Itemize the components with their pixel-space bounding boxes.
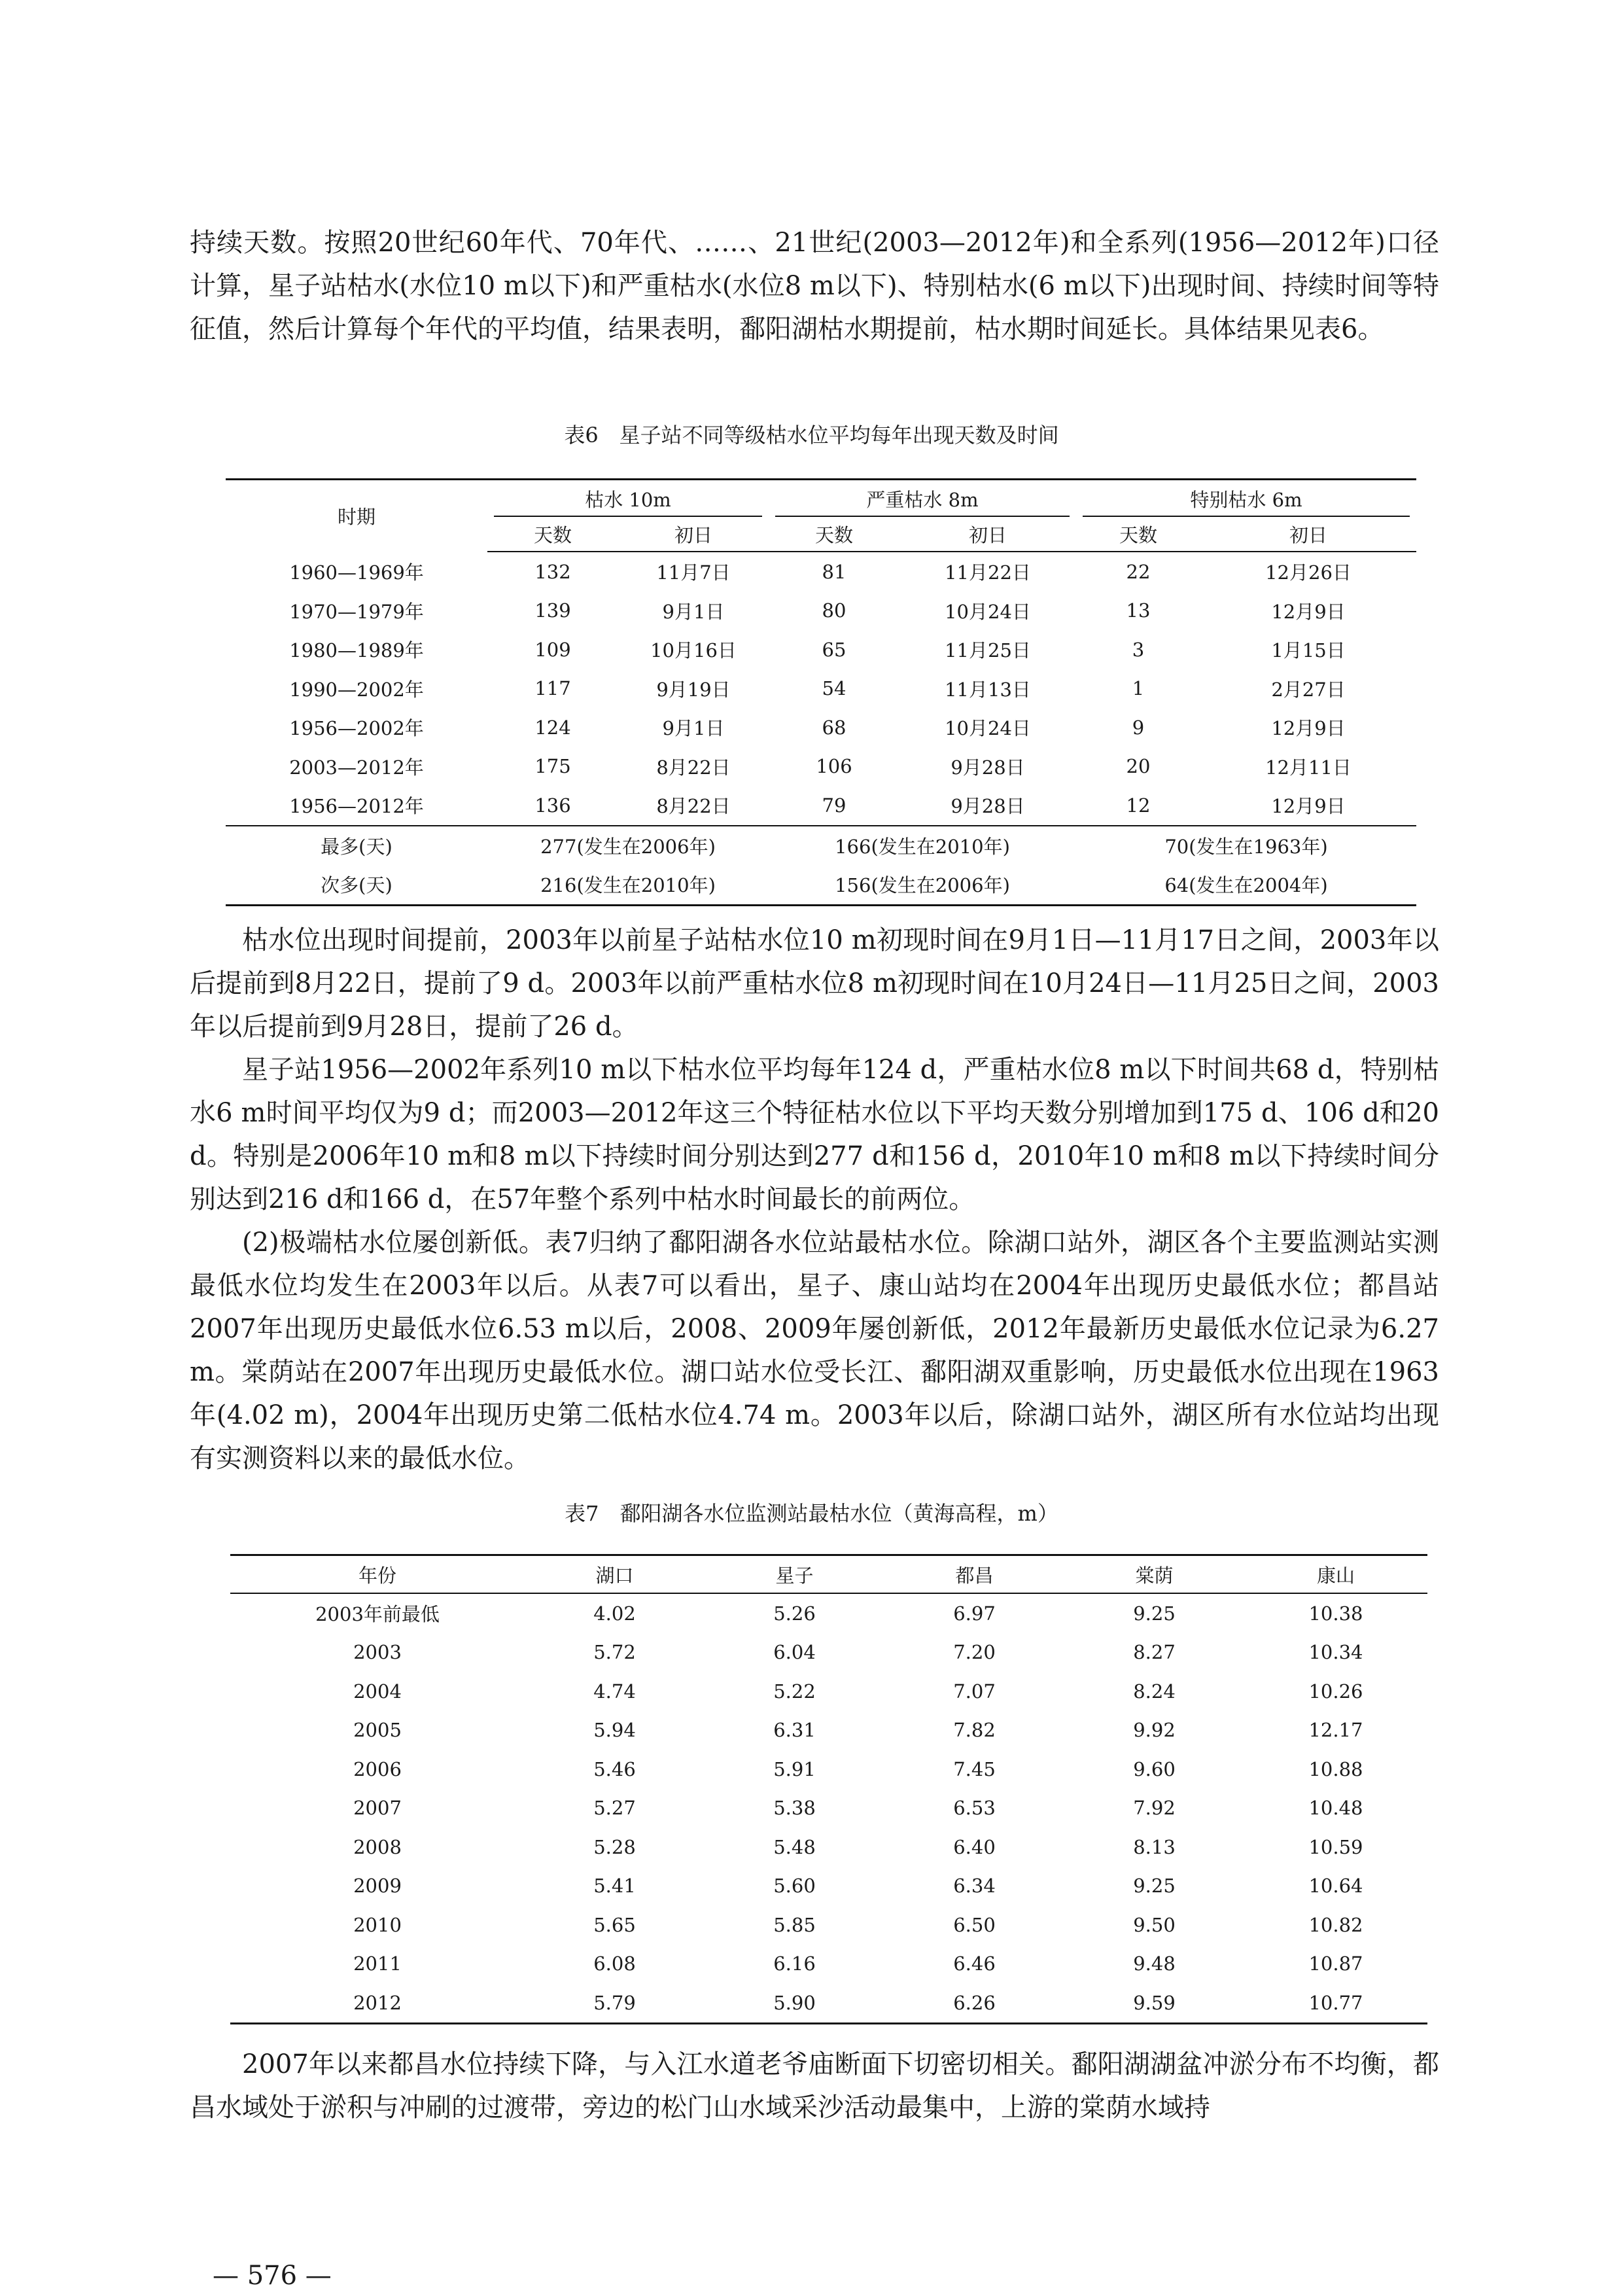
table-cell: 2003年前最低	[315, 1603, 440, 1626]
table-cell: 136	[534, 794, 571, 817]
table-cell: 4.02	[593, 1602, 636, 1625]
table-cell: 81	[822, 560, 846, 583]
paragraph-earlier-onset: 枯水位出现时间提前，2003年以前星子站枯水位10 m初现时间在9月1日—11月17日之间，2003年以后提前到8月22日，提前了9 d。2003年以前严重枯水位8 m初现时间在10月24日—11月25日之间，2003年以后提前到9月28日，提前了26 d。	[190, 925, 1439, 1042]
table-cell: 5.60	[773, 1875, 816, 1898]
table-cell: 9月1日	[662, 600, 725, 623]
table6-caption: 表6 星子站不同等级枯水位平均每年出现天数及时间	[564, 423, 1059, 448]
table-cell: 6.34	[953, 1875, 996, 1898]
table-cell: 12月11日	[1265, 756, 1352, 779]
table7-header-tangyin: 棠荫	[1064, 1555, 1244, 1594]
table-cell: 5.72	[593, 1641, 636, 1664]
table-cell: 10.82	[1308, 1913, 1363, 1936]
table-cell: 9.50	[1133, 1913, 1176, 1936]
table-cell: 2005	[353, 1719, 402, 1742]
table7-header-year: 年份	[230, 1555, 525, 1594]
table-cell: 6.04	[773, 1641, 816, 1664]
paragraph-duchang-decline: 2007年以来都昌水位持续下降，与入江水道老爷庙断面下切密切相关。鄱阳湖湖盆冲淤分布不均衡，都昌水域处于淤积与冲刷的过渡带，旁边的松门山水域采沙活动最集中，上游的棠荫水域持	[190, 2049, 1439, 2123]
table-cell: 1980—1989年	[289, 639, 424, 662]
table-cell: 6.16	[773, 1952, 816, 1975]
table-cell: 12.17	[1308, 1719, 1363, 1742]
table-cell: 10.48	[1308, 1797, 1363, 1820]
table-cell: 2007	[353, 1797, 402, 1820]
table-cell: 5.79	[593, 1991, 636, 2014]
table-row	[226, 708, 1416, 747]
table-cell: 9月28日	[951, 756, 1025, 779]
table-cell: 10.26	[1308, 1680, 1363, 1703]
table6-sub-first: 初日	[618, 517, 769, 552]
table-cell: 5.26	[773, 1602, 816, 1625]
table-row	[230, 1867, 1427, 1906]
table-cell: 2010	[353, 1913, 402, 1936]
table-row	[230, 1672, 1427, 1711]
table-cell: 8月22日	[656, 756, 731, 779]
table-cell: 2012	[353, 1991, 402, 2014]
table6-group-severe-8m: 严重枯水 8m	[769, 480, 1076, 518]
table-cell: 70(发生在1963年)	[1076, 826, 1416, 866]
table-cell: 12月9日	[1271, 600, 1346, 623]
paragraph-extreme-low: (2)极端枯水位屡创新低。表7归纳了鄱阳湖各水位站最枯水位。除湖口站外，湖区各个主要监测站实测最低水位均发生在2003年以后。从表7可以看出，星子、康山站均在2004年出现历史最低水位；都昌站2007年出现历史最低水位6.53 m以后，2008、2009年屡创新低，2012年最新历史最低水位记录为6.27 m。棠荫站在2007年出现历史最低水位。湖口站水位受长江、鄱阳湖双重影响，历史最低水位出现在1963年(4.02 m)，2004年出现历史第二低枯水位4.74 m。2003年以后，除湖口站外，湖区所有水位站均出现有实测资料以来的最低水位。	[190, 1227, 1439, 1474]
table-cell: 79	[822, 794, 846, 817]
table6-sub-days: 天数	[1076, 517, 1200, 552]
table-cell: 10.87	[1308, 1952, 1363, 1975]
table7-header-duchang: 都昌	[884, 1555, 1064, 1594]
table-cell: 10月24日	[945, 717, 1031, 740]
table-cell: 124	[534, 716, 571, 739]
table-cell: 80	[822, 599, 846, 622]
table-row	[226, 592, 1416, 631]
table-row	[230, 1633, 1427, 1672]
table-cell: 12月9日	[1271, 717, 1346, 740]
table-cell: 7.45	[953, 1757, 996, 1780]
table-cell: 166(发生在2010年)	[769, 826, 1076, 866]
table-cell: 8月22日	[656, 795, 731, 818]
table6-group-dry-10m: 枯水 10m	[487, 480, 769, 518]
table-row	[230, 1711, 1427, 1750]
page-number: — 576 —	[213, 2261, 332, 2291]
table-cell: 109	[534, 638, 571, 661]
table-summary-row	[226, 865, 1416, 905]
table-cell: 156(发生在2006年)	[835, 874, 1010, 897]
table-cell: 12月26日	[1265, 561, 1352, 584]
table-row	[226, 669, 1416, 709]
table-row	[230, 1828, 1427, 1867]
table7-header-xingzi: 星子	[705, 1555, 884, 1594]
table-cell: 8.13	[1133, 1835, 1176, 1858]
table-row	[230, 1905, 1427, 1945]
table-cell: 64(发生在2004年)	[1164, 874, 1328, 897]
table6-header-period: 时期	[337, 506, 375, 528]
table-row	[230, 1789, 1427, 1828]
table-cell: 11月7日	[656, 561, 731, 584]
table-cell: 1956—2002年	[289, 717, 424, 740]
table-cell: 10.38	[1308, 1602, 1363, 1625]
table-row	[230, 1593, 1427, 1633]
table6-sub-days: 天数	[769, 517, 899, 552]
table-cell: 6.26	[953, 1991, 996, 2014]
table-cell: 11月13日	[945, 678, 1031, 701]
table-cell: 11月22日	[945, 561, 1031, 584]
table-cell: 9月28日	[951, 795, 1025, 818]
table-cell: 2011	[353, 1952, 402, 1975]
table-row	[226, 786, 1416, 826]
table-cell: 2008	[353, 1835, 402, 1858]
table-cell: 12	[1126, 794, 1151, 817]
table-cell: 6.46	[953, 1952, 996, 1975]
table-cell: 10.64	[1308, 1875, 1363, 1898]
table-cell: 1956—2012年	[289, 795, 424, 818]
table6-sub-first: 初日	[899, 517, 1076, 552]
table7	[230, 1554, 1427, 2024]
table-cell: 20	[1126, 755, 1151, 778]
table7-caption: 表7 鄱阳湖各水位监测站最枯水位（黄海高程，m）	[565, 1501, 1058, 1526]
table-row	[226, 747, 1416, 786]
table-cell: 5.22	[773, 1680, 816, 1703]
paragraph-duration: 星子站1956—2002年系列10 m以下枯水位平均每年124 d，严重枯水位8 m以下时间共68 d，特别枯水6 m时间平均仅为9 d；而2003—2012年这三个特征枯水位以下平均天数分别增加到175 d、106 d和20 d。特别是2006年10 m和8 m以下持续时间分别达到277 d和156 d，2010年10 m和8 m以下持续时间分别达到216 d和166 d，在57年整个系列中枯水时间最长的前两位。	[190, 1055, 1439, 1214]
table-cell: 最多(天)	[226, 826, 487, 866]
table-cell: 5.94	[593, 1719, 636, 1742]
table-cell: 7.92	[1133, 1797, 1176, 1820]
table-cell: 68	[822, 716, 846, 739]
table-cell: 5.38	[773, 1797, 816, 1820]
table-cell: 11月25日	[945, 639, 1031, 662]
table-cell: 5.48	[773, 1835, 816, 1858]
table-row	[230, 1945, 1427, 1984]
table-cell: 5.85	[773, 1913, 816, 1936]
table-cell: 6.08	[593, 1952, 636, 1975]
table-cell: 5.90	[773, 1991, 816, 2014]
table7-header-hukou: 湖口	[525, 1555, 705, 1594]
table-cell: 6.31	[773, 1719, 816, 1742]
table-cell: 9月1日	[662, 717, 725, 740]
table-cell: 1970—1979年	[289, 600, 424, 623]
table-cell: 6.53	[953, 1797, 996, 1820]
table-row	[230, 1983, 1427, 2023]
table-row	[226, 630, 1416, 669]
table-cell: 9.48	[1133, 1952, 1176, 1975]
table-cell: 2009	[353, 1875, 402, 1898]
table-cell: 10月24日	[945, 600, 1031, 623]
table-cell: 5.28	[593, 1835, 636, 1858]
table-cell: 6.50	[953, 1913, 996, 1936]
table-cell: 10月16日	[650, 639, 737, 662]
table-cell: 7.07	[953, 1680, 996, 1703]
table6-sub-days: 天数	[487, 517, 618, 552]
table-cell: 8.27	[1133, 1641, 1176, 1664]
table-cell: 2003—2012年	[289, 756, 424, 779]
table-cell: 9.60	[1133, 1757, 1176, 1780]
table-cell: 132	[534, 560, 571, 583]
table-cell: 1	[1132, 677, 1145, 700]
table-cell: 次多(天)	[321, 874, 393, 897]
table-cell: 65	[822, 638, 846, 661]
table-cell: 9.59	[1133, 1991, 1176, 2014]
table-cell: 117	[534, 677, 571, 700]
table-cell: 5.27	[593, 1797, 636, 1820]
table-cell: 106	[816, 755, 852, 778]
table-cell: 5.65	[593, 1913, 636, 1936]
table-row	[226, 552, 1416, 592]
table-cell: 216(发生在2010年)	[540, 874, 716, 897]
table-cell: 9.92	[1133, 1719, 1176, 1742]
table-cell: 1960—1969年	[289, 561, 424, 584]
table-cell: 2月27日	[1271, 678, 1346, 701]
table-cell: 10.77	[1308, 1991, 1363, 2014]
table-cell: 2004	[353, 1680, 402, 1703]
paragraph-intro: 持续天数。按照20世纪60年代、70年代、……、21世纪(2003—2012年)和全系列(1956—2012年)口径计算，星子站枯水(水位10 m以下)和严重枯水(水位8 m以下)、特别枯水(6 m以下)出现时间、持续时间等特征值，然后计算每个年代的平均值，结果表明，鄱阳湖枯水期提前，枯水期时间延长。具体结果见表6。	[190, 228, 1439, 344]
table-cell: 22	[1126, 560, 1151, 583]
table-cell: 9.25	[1133, 1602, 1176, 1625]
table-cell: 5.91	[773, 1757, 816, 1780]
table6	[226, 478, 1416, 906]
table-cell: 5.41	[593, 1875, 636, 1898]
table-cell: 7.20	[953, 1641, 996, 1664]
table-cell: 2006	[353, 1757, 402, 1780]
table-cell: 1990—2002年	[289, 678, 424, 701]
table-cell: 9.25	[1133, 1875, 1176, 1898]
table-cell: 10.34	[1308, 1641, 1363, 1664]
table6-sub-first: 初日	[1200, 517, 1416, 552]
table-cell: 139	[534, 599, 571, 622]
table-cell: 9月19日	[656, 678, 731, 701]
table-cell: 175	[534, 755, 571, 778]
table-cell: 277(发生在2006年)	[487, 826, 769, 866]
table-cell: 54	[822, 677, 846, 700]
table-cell: 10.59	[1308, 1835, 1363, 1858]
table-cell: 13	[1126, 599, 1151, 622]
table-cell: 4.74	[593, 1680, 636, 1703]
table-cell: 8.24	[1133, 1680, 1176, 1703]
table-cell: 10.88	[1308, 1757, 1363, 1780]
table-summary-row	[226, 826, 1416, 866]
table-cell: 6.40	[953, 1835, 996, 1858]
table-cell: 12月9日	[1271, 795, 1346, 818]
table6-group-extreme-6m: 特别枯水 6m	[1076, 480, 1416, 518]
table-cell: 3	[1132, 638, 1145, 661]
table-row	[230, 1750, 1427, 1789]
table-cell: 1月15日	[1271, 639, 1346, 662]
table-cell: 5.46	[593, 1757, 636, 1780]
table7-header-kangshan: 康山	[1244, 1555, 1427, 1594]
table-cell: 7.82	[953, 1719, 996, 1742]
table-cell: 6.97	[953, 1602, 996, 1625]
table-cell: 9	[1132, 716, 1145, 739]
table-cell: 2003	[353, 1641, 402, 1664]
